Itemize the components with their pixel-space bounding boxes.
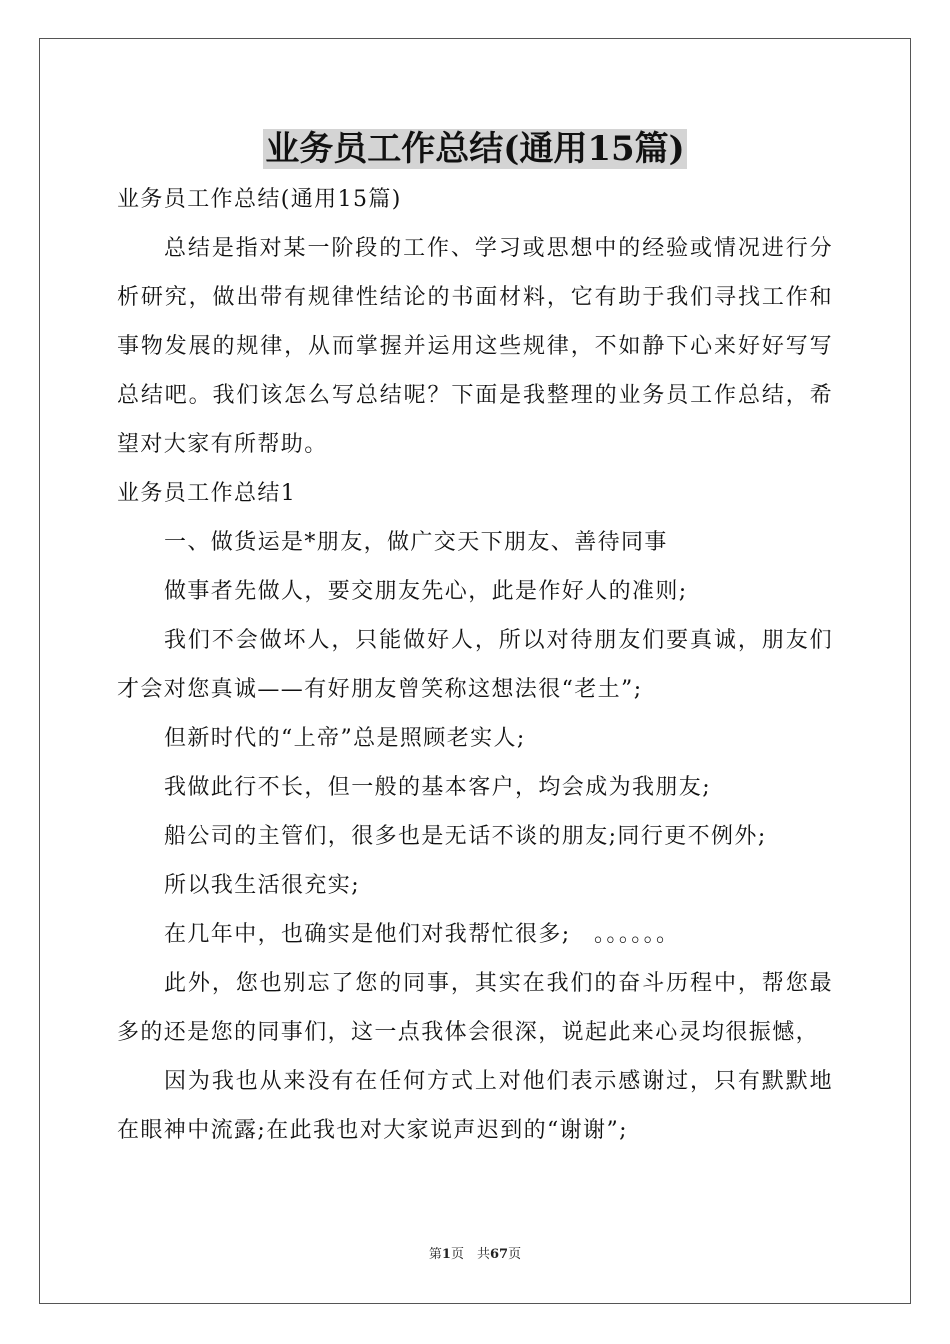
footer-page-suffix: 页 共: [450, 1247, 490, 1262]
document-body: [117, 175, 833, 1155]
footer-total-suffix: 页: [508, 1247, 522, 1262]
paragraph: 但新时代的“上帝”总是照顾老实人;: [164, 726, 526, 751]
paragraph: 所以我生活很充实;: [164, 873, 361, 898]
footer-page-prefix: 第: [428, 1247, 442, 1262]
footer-page-number: 1: [441, 1247, 451, 1262]
document-subtitle: 业务员工作总结(通用15篇): [117, 187, 402, 212]
page-footer: [0, 1246, 950, 1264]
paragraph: 船公司的主管们，很多也是无话不谈的朋友;同行更不例外;: [164, 824, 767, 849]
paragraph: 一、做货运是*朋友，做广交天下朋友、善待同事: [164, 530, 668, 555]
footer-total-pages: 67: [489, 1247, 509, 1262]
document-title-text: 业务员工作总结(通用15篇): [265, 129, 685, 169]
paragraph: 做事者先做人，要交朋友先心，此是作好人的准则;: [164, 579, 688, 604]
document-title: [0, 126, 950, 172]
paragraph: 在几年中，也确实是他们对我帮忙很多; 。。。。。。: [164, 922, 680, 947]
paragraph: 我做此行不长，但一般的基本客户，均会成为我朋友;: [164, 775, 712, 800]
paragraph: 此外，您也别忘了您的同事，其实在我们的奋斗历程中，帮您最多的还是您的同事们，这一点我体会很深，说起此来心灵均很振憾，: [117, 971, 833, 1045]
section-heading: 业务员工作总结1: [117, 481, 297, 506]
paragraph: 我们不会做坏人，只能做好人，所以对待朋友们要真诚，朋友们才会对您真诚——有好朋友曾笑称这想法很“老土”;: [117, 628, 833, 702]
paragraph: 因为我也从来没有在任何方式上对他们表示感谢过，只有默默地在眼神中流露;在此我也对大家说声迟到的“谢谢”;: [117, 1069, 833, 1143]
intro-paragraph: 总结是指对某一阶段的工作、学习或思想中的经验或情况进行分析研究，做出带有规律性结论的书面材料，它有助于我们寻找工作和事物发展的规律，从而掌握并运用这些规律，不如静下心来好好写写总结吧。我们该怎么写总结呢？下面是我整理的业务员工作总结，希望对大家有所帮助。: [117, 236, 833, 457]
